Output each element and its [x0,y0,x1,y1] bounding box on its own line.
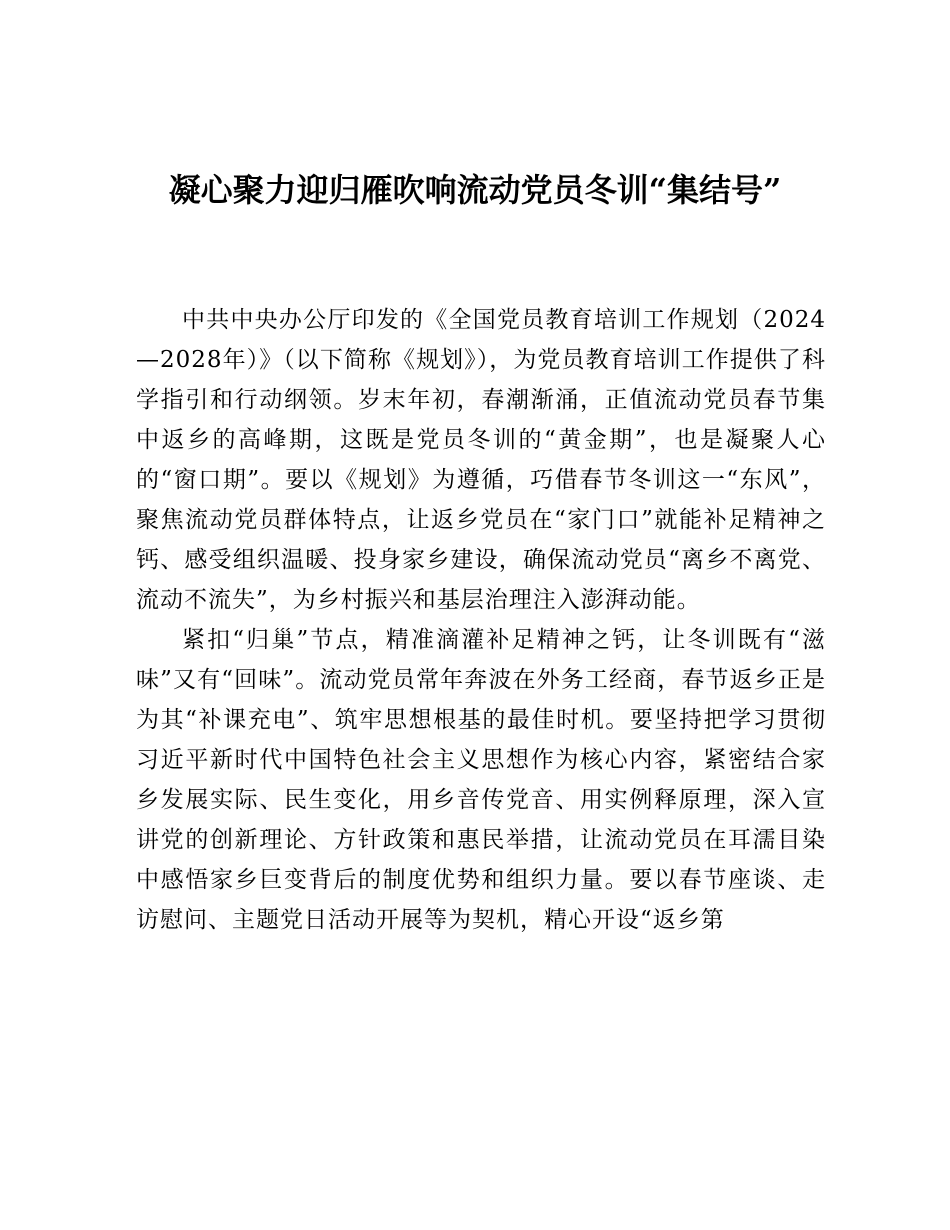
paragraph-1: 中共中央办公厅印发的《全国党员教育培训工作规划（2024—2028年）》（以下简称《规划》），为党员教育培训工作提供了科学指引和行动纲领。岁末年初，春潮渐涌，正值流动党员春节集中返乡的高峰期，这既是党员冬训的“黄金期”，也是凝聚人心的“窗口期”。要以《规划》为遵循，巧借春节冬训这一“东风”，聚焦流动党员群体特点，让返乡党员在“家门口”就能补足精神之钙、感受组织温暖、投身家乡建设，确保流动党员“离乡不离党、流动不流失”，为乡村振兴和基层治理注入澎湃动能。 [136,307,826,613]
paragraph-2: 紧扣“归巢”节点，精准滴灌补足精神之钙，让冬训既有“滋味”又有“回味”。流动党员常年奔波在外务工经商，春节返乡正是为其“补课充电”、筑牢思想根基的最佳时机。要坚持把学习贯彻习近平新时代中国特色社会主义思想作为核心内容，紧密结合家乡发展实际、民生变化，用乡音传党音、用实例释原理，深入宣讲党的创新理论、方针政策和惠民举措，让流动党员在耳濡目染中感悟家乡巨变背后的制度优势和组织力量。要以春节座谈、走访慰问、主题党日活动开展等为契机，精心开设“返乡第 [136,627,826,933]
document-body [136,300,826,940]
document-title: 凝心聚力迎归雁吹响流动党员冬训“集结号” [168,171,782,209]
